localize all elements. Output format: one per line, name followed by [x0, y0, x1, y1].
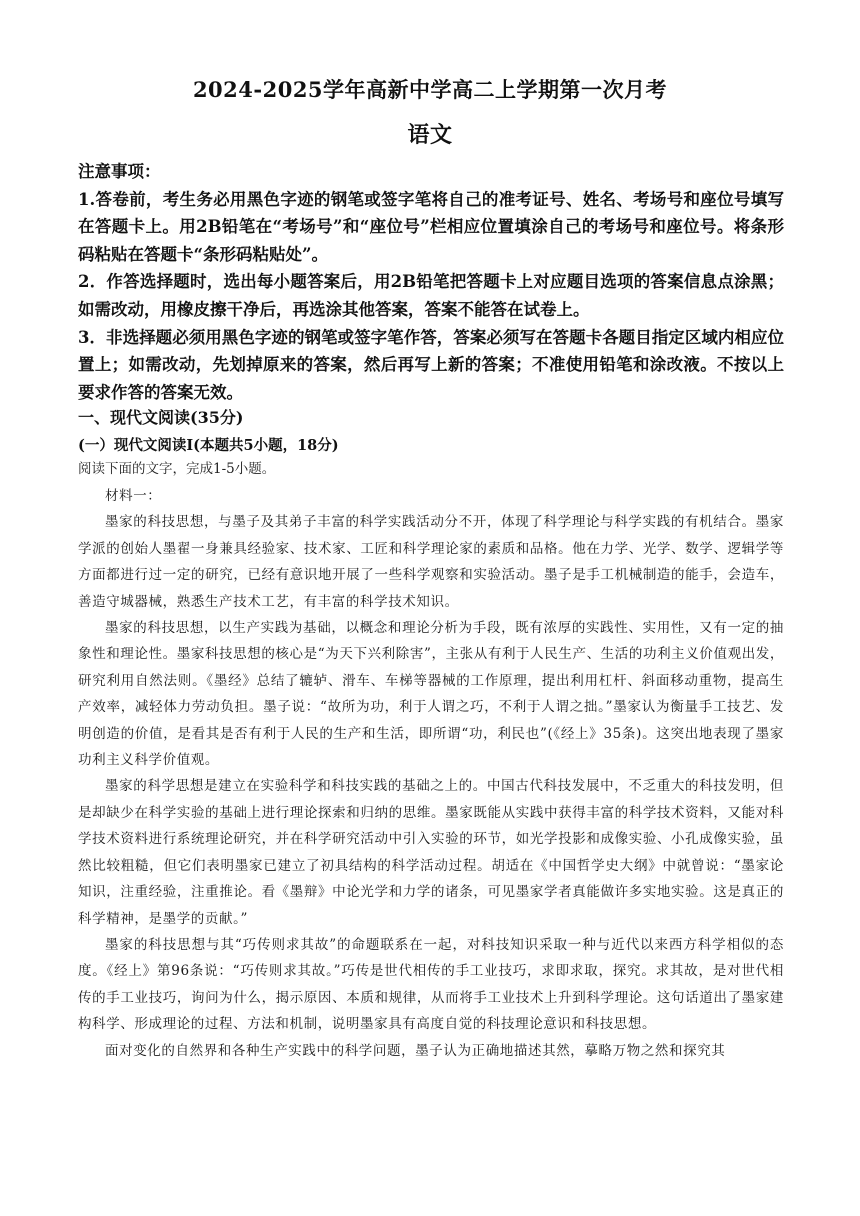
- passage-paragraph: 墨家的科技思想与其“巧传则求其故”的命题联系在一起，对科技知识采取一种与近代以来西方科学相似的态度。《经上》第96条说：“巧传则求其故。”巧传是世代相传的手工业技巧，求即求取，探究。求其故，是对世代相传的手工业技巧，询问为什么，揭示原因、本质和规律，从而将手工业技术上升到科学理论。这句话道出了墨家建构科学、形成理论的过程、方法和机制，说明墨家具有高度自觉的科技理论意识和科技思想。: [78, 936, 784, 1033]
- notice-heading: 注意事项：: [78, 162, 161, 181]
- reading-section-header: [78, 404, 784, 459]
- passage-paragraph: 墨家的科学思想是建立在实验科学和科技实践的基础之上的。中国古代科技发展中，不乏重大的科技发明，但是却缺少在科学实验的基础上进行理论探索和归纳的思维。墨家既能从实践中获得丰富的科学技术资料，又能对科学技术资料进行系统理论研究，并在科学研究活动中引入实验的环节，如光学投影和成像实验、小孔成像实验，虽然比较粗糙，但它们表明墨家已建立了初具结构的科学活动过程。胡适在《中国哲学史大纲》中就曾说：“墨家论知识，注重经验，注重推论。看《墨辩》中论光学和力学的诸条，可见墨家学者真能做许多实地实验。这是真正的科学精神，是墨学的贡献。”: [78, 778, 784, 927]
- notice-section: [78, 158, 784, 406]
- material-label: 材料一：: [105, 488, 162, 504]
- exam-title: 2024-2025学年高新中学高二上学期第一次月考: [192, 77, 668, 102]
- subject-title: 语文: [407, 122, 453, 148]
- section-title: 一、现代文阅读(35分): [78, 408, 244, 427]
- passage-paragraph: 面对变化的自然界和各种生产实践中的科学问题，墨子认为正确地描述其然，摹略万物之然和探究其: [105, 1042, 726, 1059]
- subsection-title: (一）现代文阅读Ⅰ(本题共5小题，18分): [78, 437, 339, 454]
- reading-passage: [78, 483, 784, 1064]
- passage-paragraph: 墨家的科技思想，以生产实践为基础，以概念和理论分析为手段，既有浓厚的实践性、实用性，又有一定的抽象性和理论性。墨家科技思想的核心是“为天下兴利除害”，主张从有利于人民生产、生活的功利主义价值观出发，研究利用自然法则。《墨经》总结了辘轳、滑车、车梯等器械的工作原理，提出利用杠杆、斜面移动重物，提高生产效率，减轻体力劳动负担。墨子说：“故所为功，利于人谓之巧，不利于人谓之拙。”墨家认为衡量手工技艺、发明创造的价值，是看其是否有利于人民的生产和生活，即所谓“功，利民也”(《经上》35条)。这突出地表现了墨家功利主义科学价值观。: [78, 620, 784, 769]
- reading-instruction: 阅读下面的文字，完成1-5小题。: [78, 461, 276, 477]
- notice-item: 1.答卷前，考生务必用黑色字迹的钢笔或签字笔将自己的准考证号、姓名、考场号和座位号填写在答题卡上。用2B铅笔在“考场号”和“座位号”栏相应位置填涂自己的考场号和座位号。将条形码粘贴在答题卡“条形码粘贴处”。: [78, 189, 784, 264]
- notice-item: 3．非选择题必须用黑色字迹的钢笔或签字笔作答，答案必须写在答题卡各题目指定区域内相应位置上；如需改动，先划掉原来的答案，然后再写上新的答案；不准使用铅笔和涂改液。不按以上要求作答的答案无效。: [78, 327, 784, 402]
- notice-item: 2．作答选择题时，选出每小题答案后，用2B铅笔把答题卡上对应题目选项的答案信息点涂黑；如需改动，用橡皮擦干净后，再选涂其他答案，答案不能答在试卷上。: [78, 272, 784, 319]
- passage-paragraph: 墨家的科技思想，与墨子及其弟子丰富的科学实践活动分不开，体现了科学理论与科学实践的有机结合。墨家学派的创始人墨翟一身兼具经验家、技术家、工匠和科学理论家的素质和品格。他在力学、光学、数学、逻辑学等方面都进行过一定的研究，已经有意识地开展了一些科学观察和实验活动。墨子是手工机械制造的能手，会造车，善造守城器械，熟悉生产技术工艺，有丰富的科学技术知识。: [78, 514, 784, 610]
